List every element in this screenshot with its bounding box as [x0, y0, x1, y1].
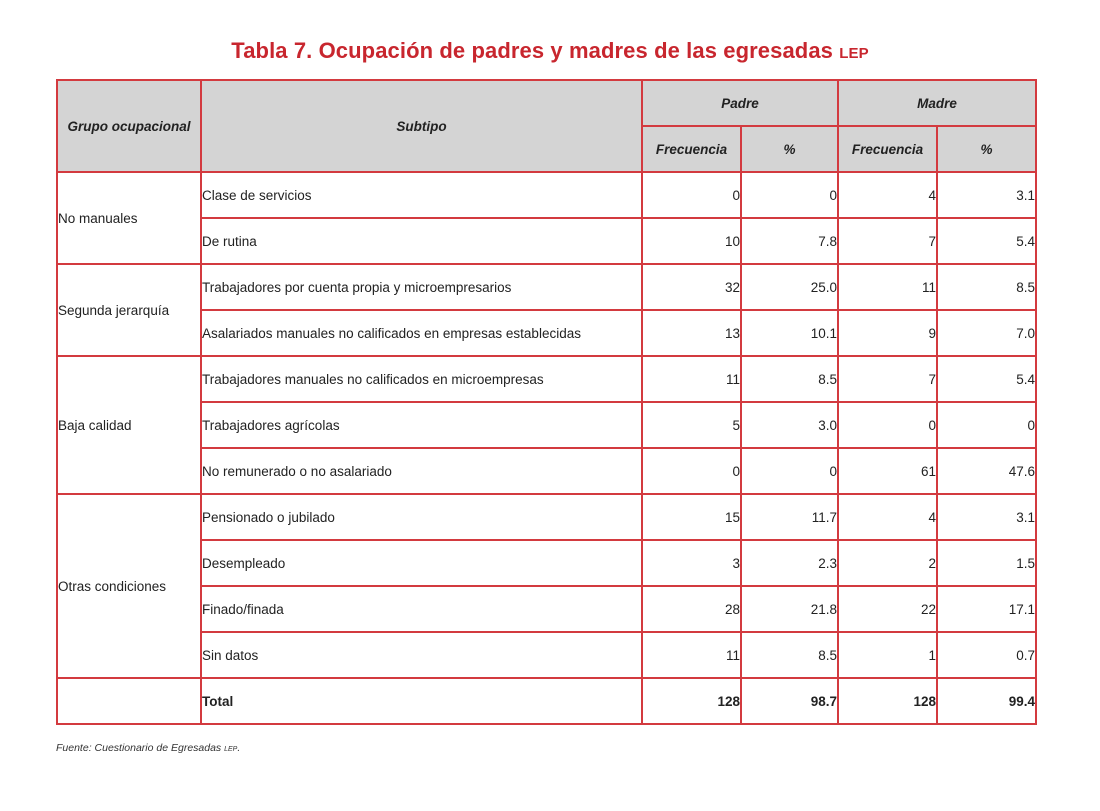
madre-frecuencia-cell: 9 — [838, 310, 937, 356]
table-row — [57, 310, 1036, 356]
header-grupo: Grupo ocupacional — [57, 80, 201, 172]
group-label: Baja calidad — [57, 356, 201, 494]
madre-frecuencia-cell: 4 — [838, 494, 937, 540]
table-row — [57, 494, 1036, 540]
table-title-acronym: lep — [839, 38, 869, 63]
table-row — [57, 448, 1036, 494]
padre-frecuencia-cell: 0 — [642, 172, 741, 218]
total-row — [57, 678, 1036, 724]
header-madre-frecuencia: Frecuencia — [838, 126, 937, 172]
madre-pct-cell: 8.5 — [937, 264, 1036, 310]
madre-pct-cell: 5.4 — [937, 356, 1036, 402]
padre-frecuencia-cell: 28 — [642, 586, 741, 632]
madre-pct-cell: 17.1 — [937, 586, 1036, 632]
group-label: No manuales — [57, 172, 201, 264]
padre-frecuencia-cell: 3 — [642, 540, 741, 586]
table-body — [57, 172, 1036, 724]
header-padre-pct: % — [741, 126, 838, 172]
subtipo-cell: Pensionado o jubilado — [201, 494, 642, 540]
madre-pct-cell: 0 — [937, 402, 1036, 448]
madre-frecuencia-cell: 7 — [838, 356, 937, 402]
padre-pct-cell: 8.5 — [741, 632, 838, 678]
madre-frecuencia-cell: 2 — [838, 540, 937, 586]
madre-frecuencia-cell: 0 — [838, 402, 937, 448]
table-title — [0, 38, 1100, 64]
madre-frecuencia-cell: 61 — [838, 448, 937, 494]
madre-frecuencia-cell: 7 — [838, 218, 937, 264]
madre-pct-cell: 3.1 — [937, 494, 1036, 540]
header-padre: Padre — [642, 80, 838, 126]
group-label: Segunda jerarquía — [57, 264, 201, 356]
subtipo-cell: Trabajadores por cuenta propia y microempresarios — [201, 264, 642, 310]
subtipo-cell: De rutina — [201, 218, 642, 264]
padre-pct-cell: 8.5 — [741, 356, 838, 402]
source-note — [56, 742, 240, 754]
padre-frecuencia-cell: 11 — [642, 356, 741, 402]
source-end: . — [237, 742, 241, 754]
subtipo-cell: No remunerado o no asalariado — [201, 448, 642, 494]
header-subtipo: Subtipo — [201, 80, 642, 172]
madre-pct-cell: 7.0 — [937, 310, 1036, 356]
subtipo-cell: Finado/finada — [201, 586, 642, 632]
table-row — [57, 356, 1036, 402]
table-title-main: Tabla 7. Ocupación de padres y madres de las egresadas — [231, 38, 833, 63]
padre-pct-cell: 10.1 — [741, 310, 838, 356]
madre-frecuencia-cell: 22 — [838, 586, 937, 632]
table-row — [57, 586, 1036, 632]
header-padre-frecuencia: Frecuencia — [642, 126, 741, 172]
total-padre-pct: 98.7 — [741, 678, 838, 724]
subtipo-cell: Trabajadores agrícolas — [201, 402, 642, 448]
total-empty-cell — [57, 678, 201, 724]
subtipo-cell: Desempleado — [201, 540, 642, 586]
table-row — [57, 402, 1036, 448]
padre-pct-cell: 0 — [741, 172, 838, 218]
madre-pct-cell: 0.7 — [937, 632, 1036, 678]
madre-pct-cell: 3.1 — [937, 172, 1036, 218]
padre-frecuencia-cell: 5 — [642, 402, 741, 448]
padre-pct-cell: 11.7 — [741, 494, 838, 540]
header-madre-pct: % — [937, 126, 1036, 172]
source-acronym: lep — [224, 742, 238, 754]
padre-pct-cell: 2.3 — [741, 540, 838, 586]
padre-frecuencia-cell: 13 — [642, 310, 741, 356]
subtipo-cell: Sin datos — [201, 632, 642, 678]
padre-frecuencia-cell: 10 — [642, 218, 741, 264]
total-madre-frecuencia: 128 — [838, 678, 937, 724]
table-row — [57, 632, 1036, 678]
madre-pct-cell: 47.6 — [937, 448, 1036, 494]
madre-pct-cell: 1.5 — [937, 540, 1036, 586]
total-label: Total — [201, 678, 642, 724]
subtipo-cell: Clase de servicios — [201, 172, 642, 218]
padre-frecuencia-cell: 0 — [642, 448, 741, 494]
table-row — [57, 218, 1036, 264]
padre-frecuencia-cell: 15 — [642, 494, 741, 540]
group-label: Otras condiciones — [57, 494, 201, 678]
madre-frecuencia-cell: 11 — [838, 264, 937, 310]
total-madre-pct: 99.4 — [937, 678, 1036, 724]
padre-pct-cell: 21.8 — [741, 586, 838, 632]
total-padre-frecuencia: 128 — [642, 678, 741, 724]
padre-frecuencia-cell: 11 — [642, 632, 741, 678]
padre-pct-cell: 3.0 — [741, 402, 838, 448]
occupation-table — [56, 79, 1037, 725]
subtipo-cell: Asalariados manuales no calificados en empresas establecidas — [201, 310, 642, 356]
table-row — [57, 540, 1036, 586]
madre-frecuencia-cell: 1 — [838, 632, 937, 678]
padre-pct-cell: 25.0 — [741, 264, 838, 310]
madre-frecuencia-cell: 4 — [838, 172, 937, 218]
source-text: Fuente: Cuestionario de Egresadas — [56, 742, 222, 754]
padre-pct-cell: 0 — [741, 448, 838, 494]
subtipo-cell: Trabajadores manuales no calificados en microempresas — [201, 356, 642, 402]
padre-frecuencia-cell: 32 — [642, 264, 741, 310]
header-madre: Madre — [838, 80, 1036, 126]
table-row — [57, 172, 1036, 218]
padre-pct-cell: 7.8 — [741, 218, 838, 264]
madre-pct-cell: 5.4 — [937, 218, 1036, 264]
table-row — [57, 264, 1036, 310]
